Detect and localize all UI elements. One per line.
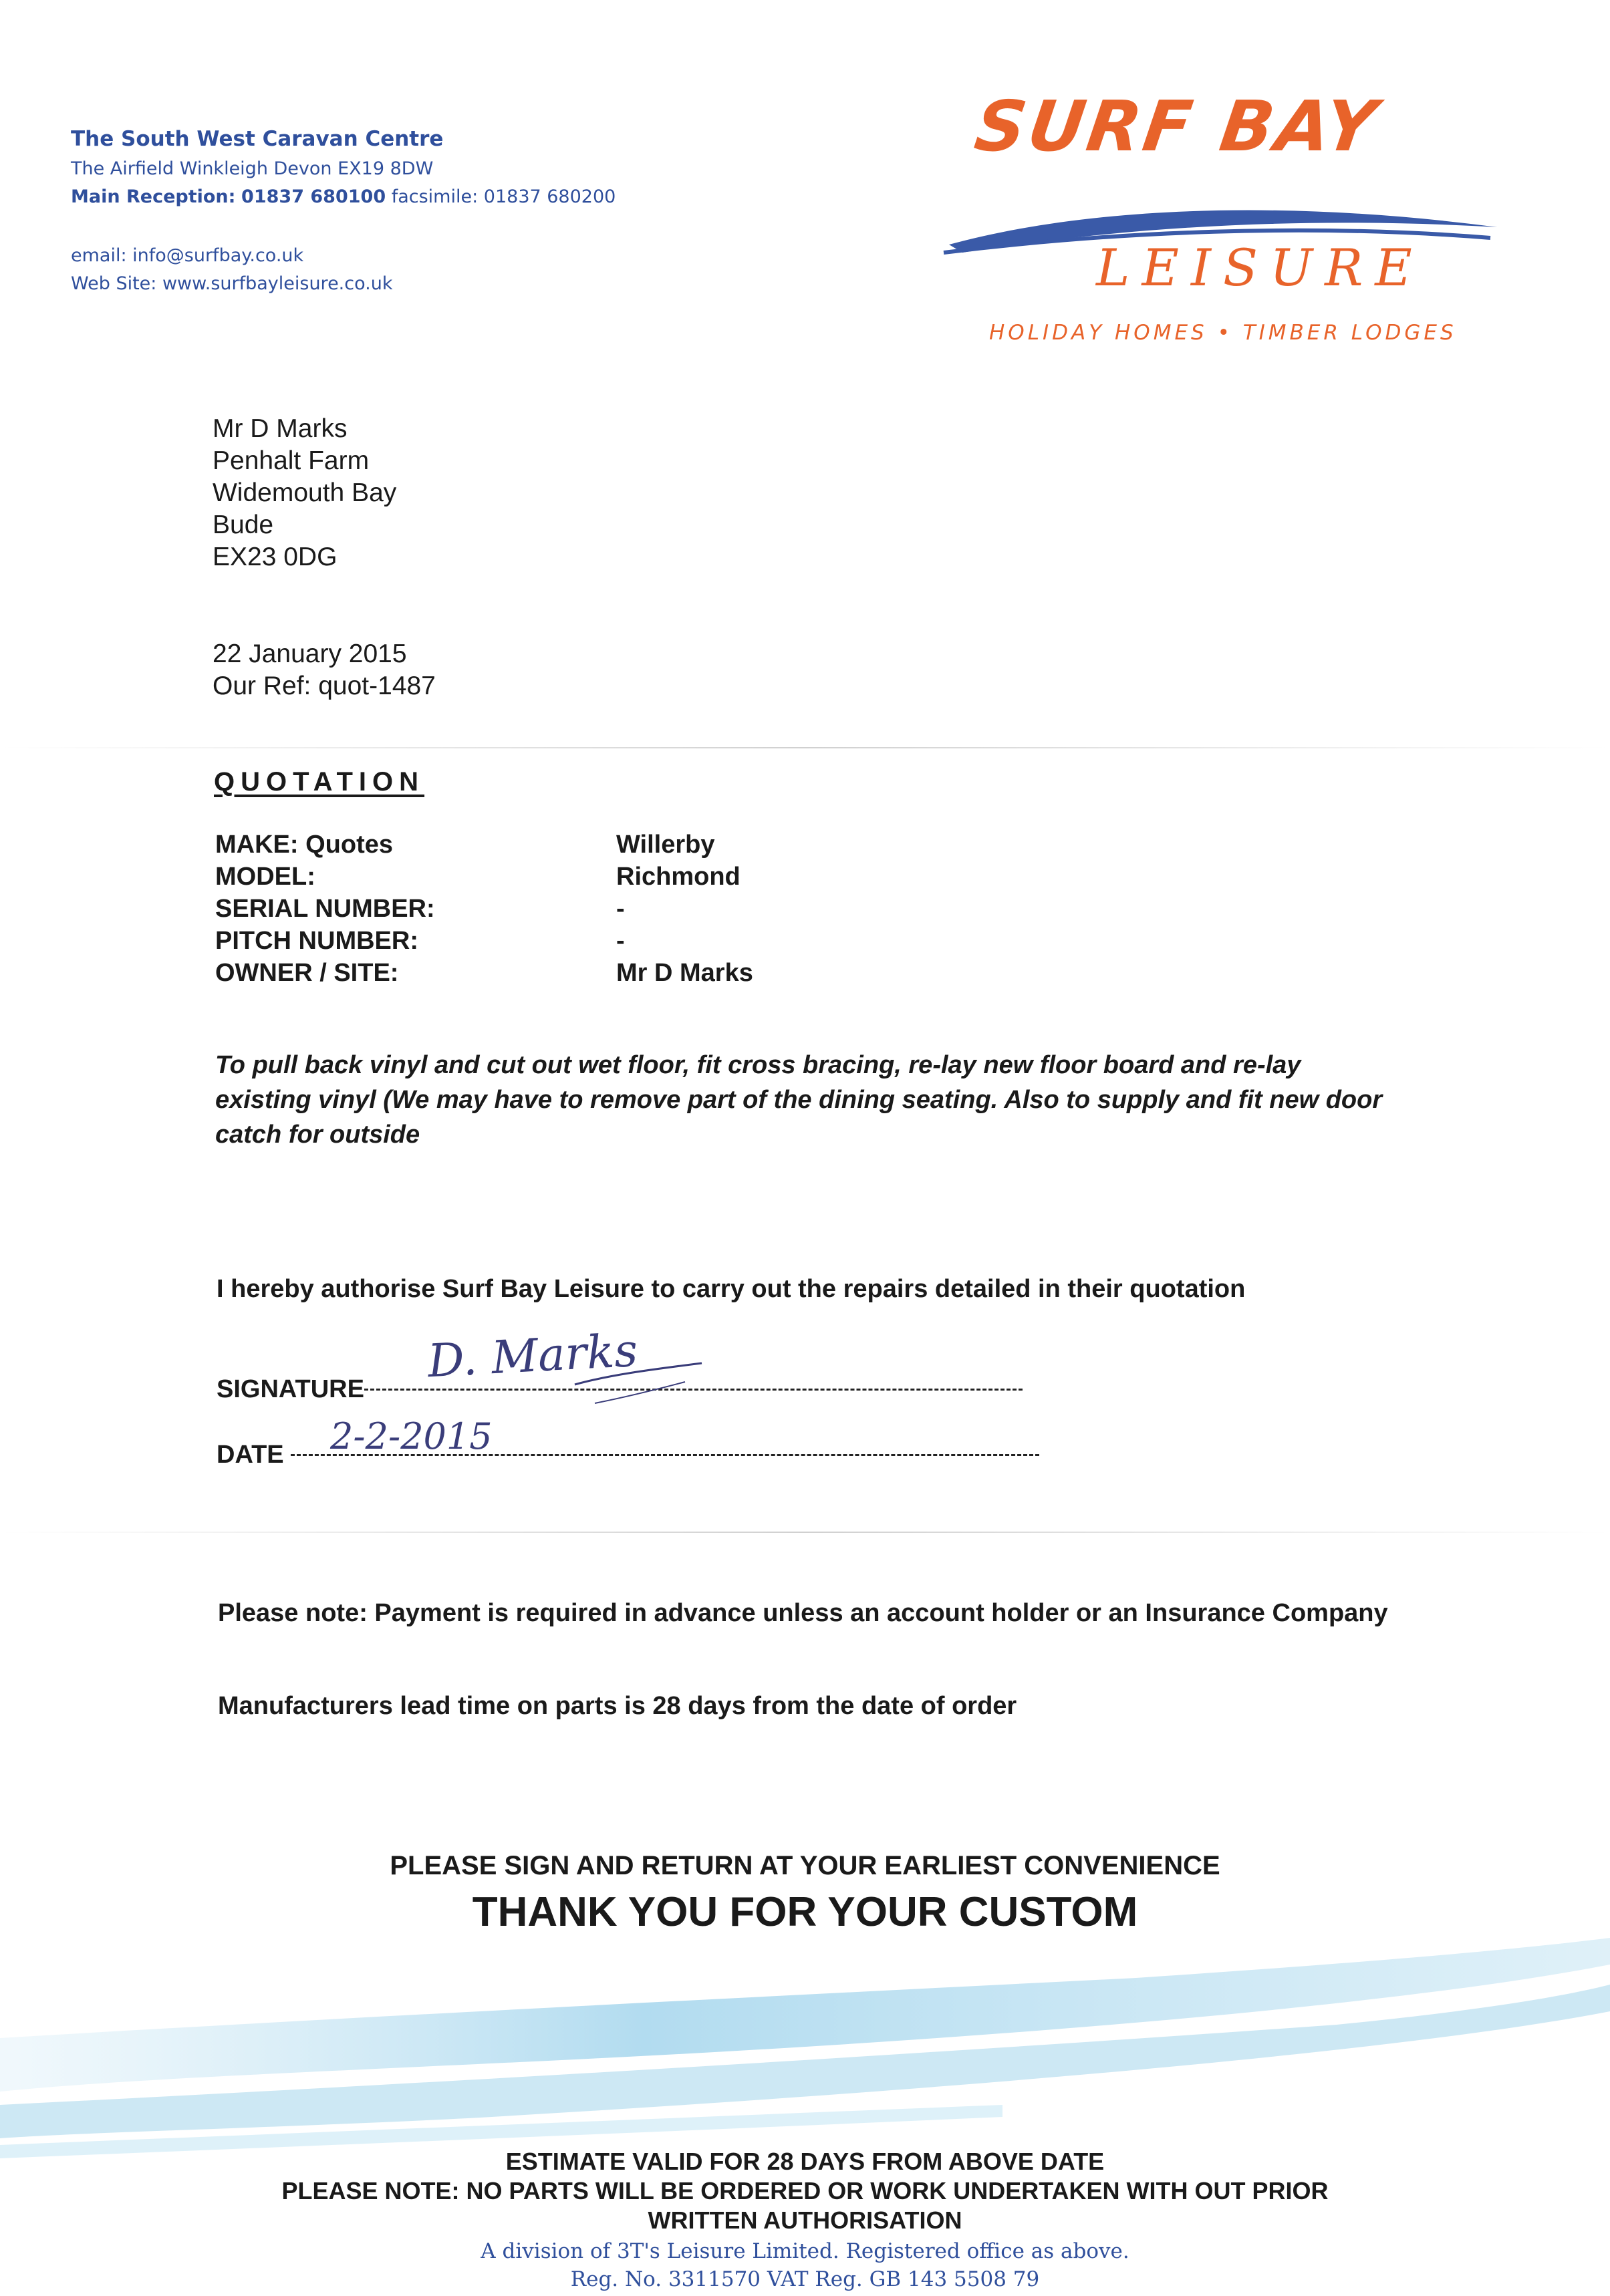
company-details	[71, 127, 616, 298]
reception-number: 01837 680100	[241, 186, 386, 207]
lead-time-note: Manufacturers lead time on parts is 28 days from the date of order	[218, 1692, 1017, 1720]
quotation-specs	[215, 829, 753, 989]
spec-row-owner	[215, 957, 753, 989]
date-label: DATE	[217, 1441, 284, 1469]
fax-number: 01837 680200	[483, 186, 616, 207]
fold-line-top	[0, 747, 1610, 748]
logo-tagline: HOLIDAY HOMES • TIMBER LODGES	[989, 321, 1457, 345]
payment-note: Please note: Payment is required in advance unless an account holder or an Insurance Company	[218, 1599, 1388, 1627]
authorisation-warning-line2: WRITTEN AUTHORISATION	[648, 2206, 962, 2234]
return-request: PLEASE SIGN AND RETURN AT YOUR EARLIEST CONVENIENCE	[390, 1851, 1220, 1880]
company-address: The Airfield Winkleigh Devon EX19 8DW	[71, 158, 434, 179]
company-division: A division of 3T's Leisure Limited. Registered office as above.	[481, 2239, 1129, 2263]
spec-row-pitch	[215, 925, 753, 957]
fax-label: facsimile:	[391, 186, 479, 207]
decorative-waves-icon	[0, 1938, 1610, 2178]
spec-value: -	[616, 927, 625, 955]
letter-reference: Our Ref: quot-1487	[213, 672, 436, 700]
spec-value: Richmond	[616, 863, 741, 891]
authorisation-warning-line1: PLEASE NOTE: NO PARTS WILL BE ORDERED OR WORK UNDERTAKEN WITH OUT PRIOR	[281, 2177, 1329, 2204]
recipient-line2: Widemouth Bay	[213, 478, 397, 507]
recipient-address	[213, 413, 396, 573]
signature-label: SIGNATURE	[217, 1375, 364, 1403]
spec-value: -	[616, 895, 625, 923]
spec-value: Mr D Marks	[616, 959, 753, 987]
recipient-name: Mr D Marks	[213, 414, 348, 443]
surf-bay-logo	[936, 86, 1510, 353]
recipient-town: Bude	[213, 511, 274, 539]
spec-row-serial	[215, 893, 753, 925]
company-email: email: info@surfbay.co.uk	[71, 245, 304, 266]
work-description: To pull back vinyl and cut out wet floor, fit cross bracing, re-lay new floor board and re-lay existing vinyl (We may have to remove part of the dining seating. Also to supply and fit new door catch for outside	[215, 1051, 1383, 1149]
quotation-title: QUOTATION	[214, 767, 425, 797]
handwritten-date: 2-2-2015	[330, 1415, 493, 1457]
company-website: Web Site: www.surfbayleisure.co.uk	[71, 273, 393, 294]
authorisation-statement: I hereby authorise Surf Bay Leisure to carry out the repairs detailed in their quotation	[217, 1275, 1246, 1303]
recipient-line1: Penhalt Farm	[213, 446, 370, 475]
spec-label: SERIAL NUMBER:	[215, 895, 435, 923]
spec-value: Willerby	[616, 831, 715, 859]
handwritten-signature: D. Marks	[426, 1324, 639, 1389]
company-name: The South West Caravan Centre	[71, 127, 444, 151]
thank-you-message: THANK YOU FOR YOUR CUSTOM	[472, 1889, 1138, 1935]
spec-label: MAKE: Quotes	[215, 831, 393, 859]
reception-label: Main Reception:	[71, 186, 236, 207]
spec-label: PITCH NUMBER:	[215, 927, 418, 955]
estimate-validity: ESTIMATE VALID FOR 28 DAYS FROM ABOVE DATE	[505, 2148, 1105, 2175]
letter-date: 22 January 2015	[213, 639, 407, 668]
recipient-postcode: EX23 0DG	[213, 543, 338, 571]
spec-row-make	[215, 829, 753, 861]
company-phones	[71, 183, 616, 211]
company-registration: Reg. No. 3311570 VAT Reg. GB 143 5508 79	[570, 2267, 1040, 2291]
logo-title: SURF BAY	[970, 86, 1384, 167]
logo-subtitle: LEISURE	[1096, 238, 1424, 297]
spec-row-model	[215, 861, 753, 893]
signature-flourish-icon	[568, 1343, 715, 1410]
spec-label: MODEL:	[215, 863, 315, 891]
letter-meta	[213, 638, 436, 702]
fold-line-bottom	[0, 1532, 1610, 1533]
spec-label: OWNER / SITE:	[215, 959, 399, 987]
